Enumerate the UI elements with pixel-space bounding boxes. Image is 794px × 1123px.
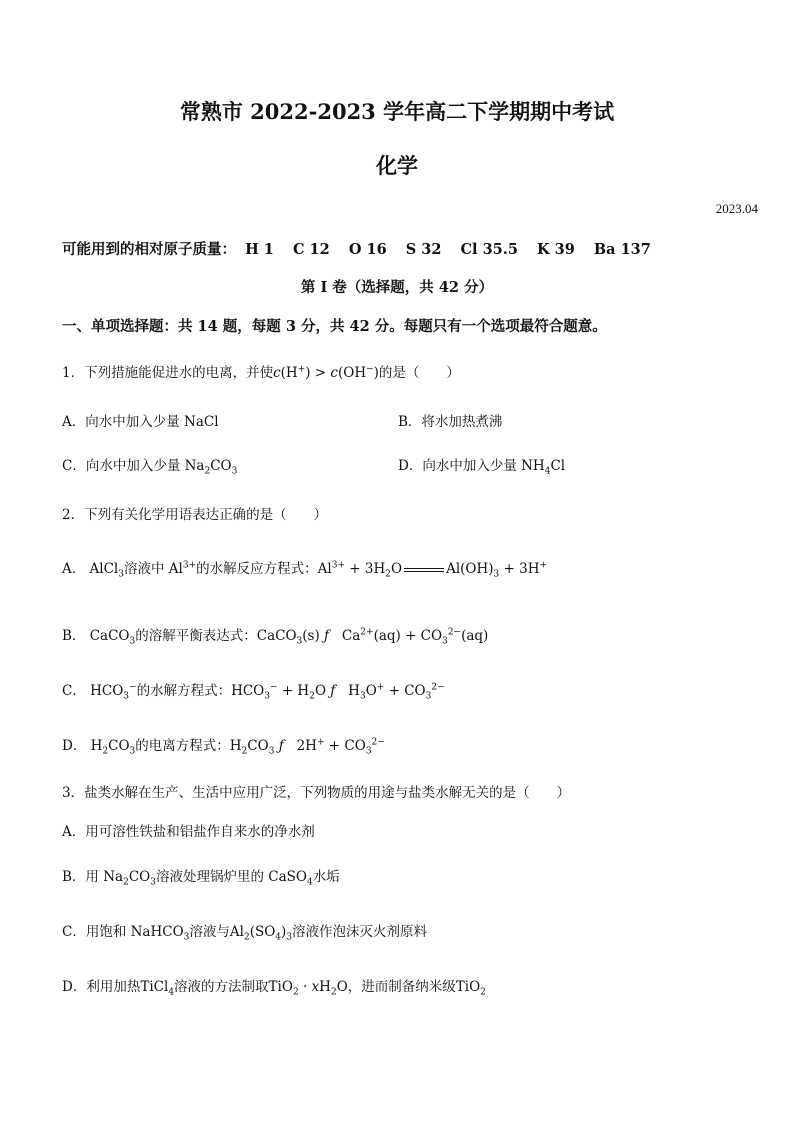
mass-item: C 12 [292, 241, 330, 258]
question-2-stem: 2．下列有关化学用语表达正确的是（ ） [62, 507, 328, 523]
q2-option-d[interactable]: D． $H_2CO_3$的电离方程式：$H_2CO_3$ ƒ $2H^+ + CO_3^{2-}$ [62, 737, 385, 757]
section-title: 一、单项选择题：共 14 题，每题 3 分，共 42 分。每题只有一个选项最符合题意。 [62, 318, 607, 335]
q2-option-a[interactable]: A． AlCl$_3$溶液中 $Al^{3+}$的水解反应方程式：$Al^{3+} + 3H_2O$ $Al(OH)_3 + 3H^+$ [62, 560, 548, 580]
q1-option-c[interactable]: C．向水中加入少量 $Na_2CO_3$ [62, 458, 238, 477]
atomic-masses [62, 238, 665, 259]
q3-option-d[interactable]: D．利用加热TiCl$_4$溶液的方法制取$TiO_2 \cdot xH_2O$，进而制备纳米级TiO$_2$ [62, 979, 486, 998]
mass-item: S 32 [405, 241, 442, 258]
mass-item: K 39 [536, 241, 575, 258]
q3-option-a[interactable]: A．用可溶性铁盐和铝盐作自来水的净水剂 [62, 824, 315, 840]
q1-option-a[interactable]: A．向水中加入少量 NaCl [62, 414, 219, 430]
q3-option-c[interactable]: C．用饱和 NaHCO$_3$溶液与$Al_2(SO_4)_3$溶液作泡沫灭火剂原料 [62, 924, 428, 943]
mass-item: O 16 [348, 241, 387, 258]
question-1-stem: 1．下列措施能促进水的电离，并使c(H+) > c(OH−)的是（ ） [62, 364, 460, 381]
q1-option-d[interactable]: D．向水中加入少量 $NH_4Cl$ [398, 458, 566, 477]
mass-item: Cl 35.5 [460, 241, 518, 258]
volume-title: 第 I 卷（选择题，共 42 分） [300, 279, 494, 296]
q2-option-c[interactable]: C． $HCO_3^-$的水解方程式：$HCO_3^- + H_2O$ ƒ $H_3O^+ + CO_3^{2-}$ [62, 682, 445, 702]
mass-item: H 1 [245, 241, 274, 258]
q1-option-b[interactable]: B．将水加热煮沸 [398, 414, 503, 430]
masses-label: 可能用到的相对原子质量： [62, 241, 236, 258]
mass-item: Ba 137 [593, 241, 651, 258]
exam-title: 常熟市 2022-2023 学年高二下学期期中考试 [179, 99, 615, 124]
exam-date: 2023.04 [715, 201, 758, 216]
q3-option-b[interactable]: B．用 $Na_2CO_3$溶液处理锅炉里的 CaSO$_4$水垢 [62, 869, 340, 888]
subject-title: 化学 [376, 153, 418, 178]
q2-option-b[interactable]: B． CaCO$_3$的溶解平衡表达式：CaCO$_3$(s) ƒ $Ca^{2+}(aq) + CO_3^{2-}(aq)$ [62, 627, 489, 647]
question-3-stem: 3．盐类水解在生产、生活中应用广泛，下列物质的用途与盐类水解无关的是（ ） [62, 785, 571, 801]
